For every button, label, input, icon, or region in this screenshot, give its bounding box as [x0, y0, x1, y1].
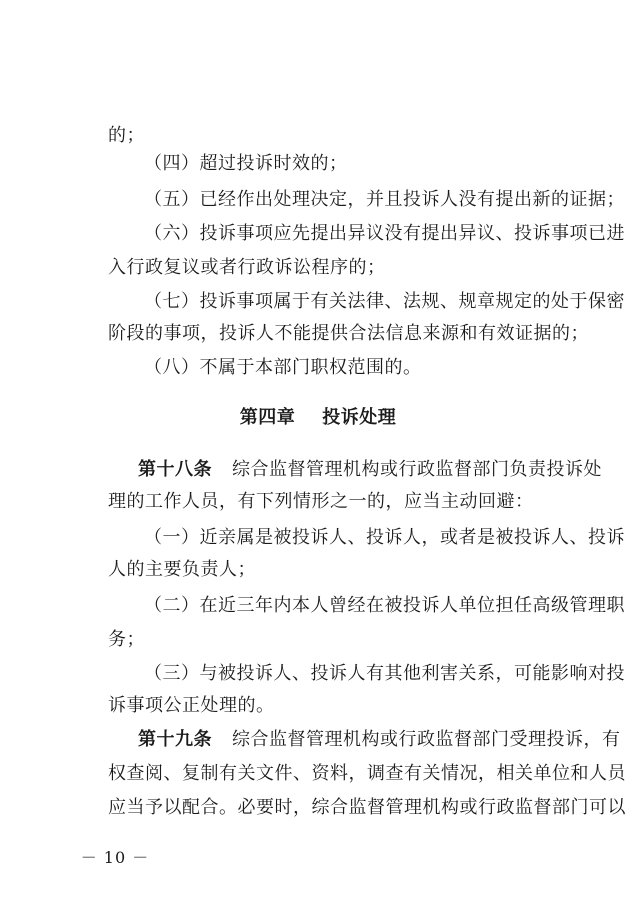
text-line: 的；	[108, 125, 145, 146]
article-19-label: 第十九条	[138, 729, 212, 750]
article-18-text: 综合监督管理机构或行政监督部门负责投诉处	[232, 459, 602, 480]
text-line: （五）已经作出处理决定，并且投诉人没有提出新的证据；	[144, 189, 625, 210]
text-line: （四）超过投诉时效的；	[144, 153, 348, 174]
article-19-first-line	[138, 728, 621, 752]
text-line: 务；	[108, 629, 145, 650]
text-line: 人的主要负责人；	[108, 559, 256, 580]
text-line: （一）近亲属是被投诉人、投诉人，或者是被投诉人、投诉	[144, 527, 625, 548]
text-line: 权查阅、复制有关文件、资料，调查有关情况，相关单位和人员	[108, 763, 626, 784]
text-line: 理的工作人员，有下列情形之一的，应当主动回避：	[108, 491, 534, 512]
text-line: （六）投诉事项应先提出异议没有提出异议、投诉事项已进	[144, 223, 625, 244]
text-line: 阶段的事项，投诉人不能提供合法信息来源和有效证据的；	[108, 323, 589, 344]
chapter-heading: 第四章 投诉处理	[239, 407, 397, 428]
text-line: 诉事项公正处理的。	[108, 695, 275, 716]
article-19-text: 综合监督管理机构或行政监督部门受理投诉，有	[232, 729, 621, 750]
text-line: 应当予以配合。必要时，综合监督管理机构或行政监督部门可以	[108, 797, 626, 818]
article-18-label: 第十八条	[138, 459, 212, 480]
text-line: （三）与被投诉人、投诉人有其他利害关系，可能影响对投	[144, 663, 625, 684]
text-line: （八）不属于本部门职权范围的。	[144, 357, 422, 378]
text-line: 入行政复议或者行政诉讼程序的；	[108, 257, 386, 278]
page-number: － 10 －	[80, 848, 150, 867]
text-line: （七）投诉事项属于有关法律、法规、规章规定的处于保密	[144, 291, 625, 312]
article-18-first-line	[138, 458, 602, 482]
text-line: （二）在近三年内本人曾经在被投诉人单位担任高级管理职	[144, 595, 625, 616]
